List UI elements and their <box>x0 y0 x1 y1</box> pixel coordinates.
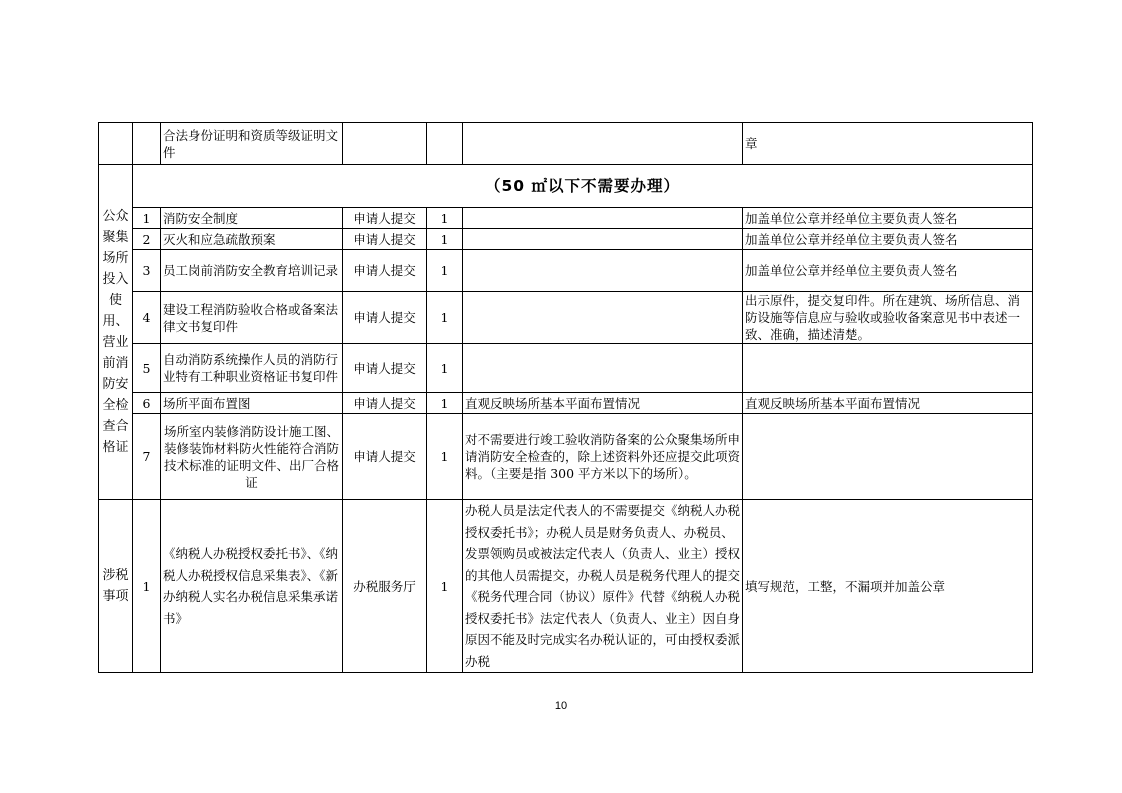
table-row <box>99 500 1033 673</box>
table-row <box>99 250 1033 292</box>
source-cell: 申请人提交 <box>343 208 427 229</box>
material-cell: 建设工程消防验收合格或备案法律文书复印件 <box>161 292 343 344</box>
section-title: （50 ㎡以下不需要办理） <box>133 165 1033 208</box>
table-row <box>99 414 1033 500</box>
material-cell: 合法身份证明和资质等级证明文件 <box>161 123 343 165</box>
category-cell-tax: 涉税事项 <box>99 500 133 673</box>
requirement-cell: 加盖单位公章并经单位主要负责人签名 <box>743 229 1033 250</box>
requirement-cell <box>743 344 1033 393</box>
table-row <box>99 123 1033 165</box>
requirements-table <box>98 122 1033 673</box>
note-cell <box>463 344 743 393</box>
row-number: 1 <box>133 500 161 673</box>
copies-cell: 1 <box>427 208 463 229</box>
requirement-cell: 加盖单位公章并经单位主要负责人签名 <box>743 208 1033 229</box>
requirement-cell: 加盖单位公章并经单位主要负责人签名 <box>743 250 1033 292</box>
material-cell: 员工岗前消防安全教育培训记录 <box>161 250 343 292</box>
note-cell: 办税人员是法定代表人的不需要提交《纳税人办税授权委托书》；办税人员是财务负责人、办税员、发票领购员或被法定代表人（负责人、业主）授权的其他人员需提交，办税人员是税务代理人的提交《税务代理合同（协议）原件》代替《纳税人办税授权委托书》法定代表人（负责人、业主）因自身原因不能及时完成实名办税认证的，可由授权委派办税 <box>463 500 743 673</box>
copies-cell: 1 <box>427 250 463 292</box>
table-row <box>99 292 1033 344</box>
requirement-cell: 出示原件，提交复印件。所在建筑、场所信息、消防设施等信息应与验收或验收备案意见书中表述一致、准确，描述清楚。 <box>743 292 1033 344</box>
table-row <box>99 393 1033 414</box>
requirement-cell: 直观反映场所基本平面布置情况 <box>743 393 1033 414</box>
source-cell: 申请人提交 <box>343 414 427 500</box>
row-number: 2 <box>133 229 161 250</box>
source-cell: 申请人提交 <box>343 344 427 393</box>
source-cell: 申请人提交 <box>343 250 427 292</box>
material-cell: 《纳税人办税授权委托书》、《纳税人办税授权信息采集表》、《新办纳税人实名办税信息采集承诺书》 <box>161 500 343 673</box>
copies-cell: 1 <box>427 292 463 344</box>
source-cell: 办税服务厅 <box>343 500 427 673</box>
row-number: 6 <box>133 393 161 414</box>
category-cell-fire: 公众聚集场所投入使用、营业前消防安全检查合格证 <box>99 165 133 500</box>
requirement-cell: 章 <box>743 123 1033 165</box>
note-cell <box>463 292 743 344</box>
copies-cell: 1 <box>427 229 463 250</box>
note-cell: 直观反映场所基本平面布置情况 <box>463 393 743 414</box>
requirement-cell: 填写规范，工整，不漏项并加盖公章 <box>743 500 1033 673</box>
copies-cell: 1 <box>427 393 463 414</box>
row-number: 3 <box>133 250 161 292</box>
note-cell: 对不需要进行竣工验收消防备案的公众聚集场所申请消防安全检查的，除上述资料外还应提交此项资料。（主要是指 300 平方米以下的场所）。 <box>463 414 743 500</box>
row-number: 7 <box>133 414 161 500</box>
copies-cell: 1 <box>427 500 463 673</box>
material-cell: 消防安全制度 <box>161 208 343 229</box>
source-cell: 申请人提交 <box>343 393 427 414</box>
page-number: 10 <box>554 700 568 712</box>
row-number: 1 <box>133 208 161 229</box>
table-row <box>99 208 1033 229</box>
table-row <box>99 229 1033 250</box>
note-cell <box>463 229 743 250</box>
row-number: 4 <box>133 292 161 344</box>
copies-cell: 1 <box>427 344 463 393</box>
note-cell <box>463 250 743 292</box>
copies-cell: 1 <box>427 414 463 500</box>
material-cell: 场所室内装修消防设计施工图、装修装饰材料防火性能符合消防技术标准的证明文件、出厂合格证 <box>161 414 343 500</box>
material-cell: 自动消防系统操作人员的消防行业特有工种职业资格证书复印件 <box>161 344 343 393</box>
source-cell: 申请人提交 <box>343 229 427 250</box>
row-number: 5 <box>133 344 161 393</box>
material-cell: 灭火和应急疏散预案 <box>161 229 343 250</box>
material-cell: 场所平面布置图 <box>161 393 343 414</box>
note-cell <box>463 208 743 229</box>
requirement-cell <box>743 414 1033 500</box>
section-header-row <box>99 165 1033 208</box>
source-cell: 申请人提交 <box>343 292 427 344</box>
table-row <box>99 344 1033 393</box>
